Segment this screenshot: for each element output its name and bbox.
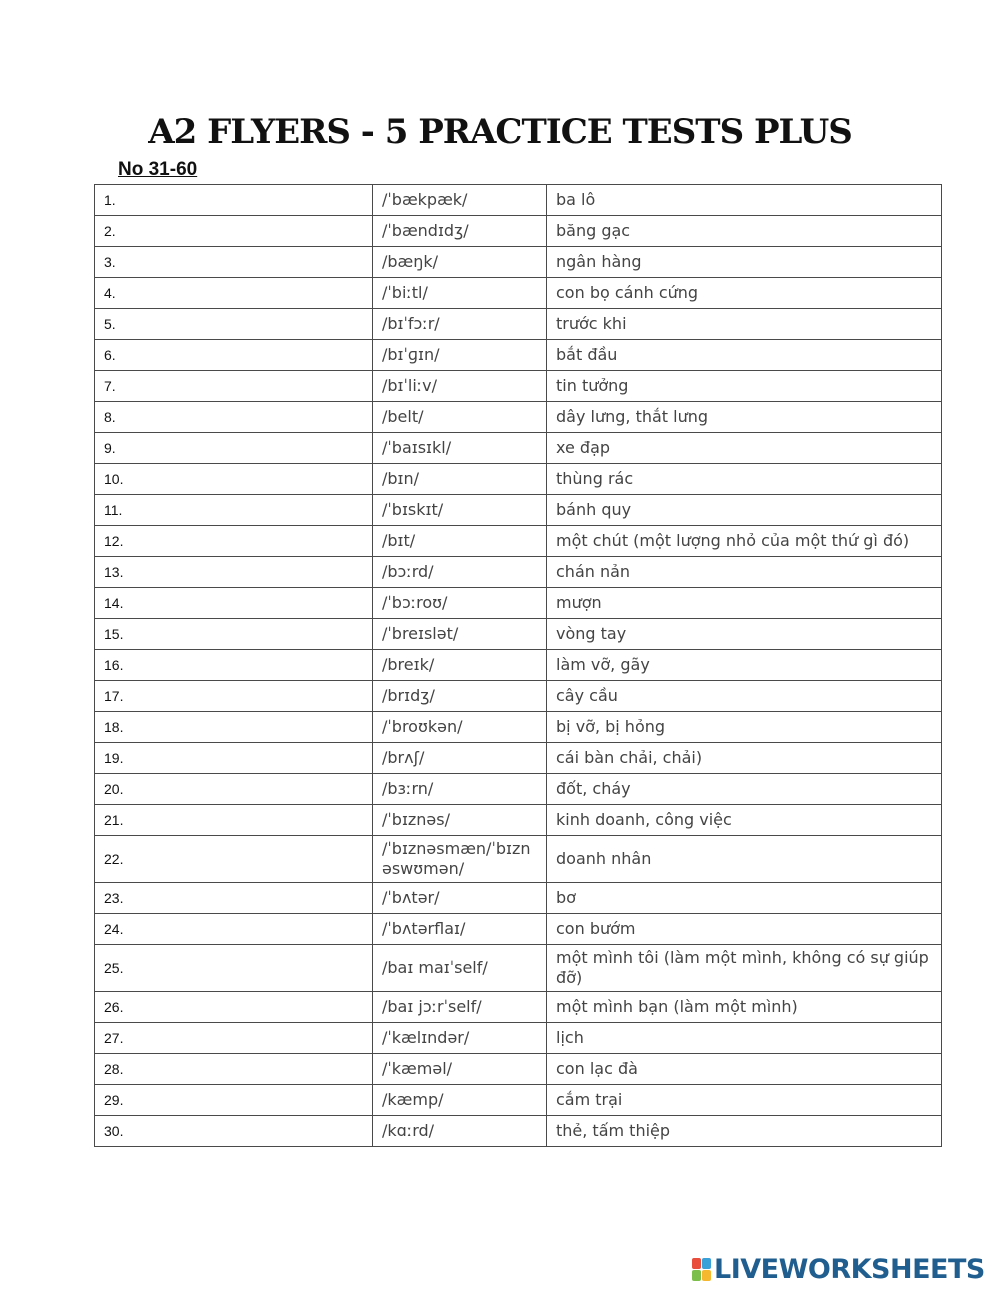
- row-meaning: cái bàn chải, chải): [547, 743, 942, 774]
- row-meaning: bị vỡ, bị hỏng: [547, 712, 942, 743]
- section-subtitle: No 31-60: [118, 159, 198, 180]
- row-number: 12.: [95, 526, 373, 557]
- row-pronunciation: /ˈbɔːroʊ/: [373, 588, 547, 619]
- row-pronunciation: /brɪdʒ/: [373, 681, 547, 712]
- row-number: 17.: [95, 681, 373, 712]
- row-meaning: một mình bạn (làm một mình): [547, 992, 942, 1023]
- row-meaning: tin tưởng: [547, 371, 942, 402]
- table-row: [95, 433, 942, 464]
- row-pronunciation: /ˈkæməl/: [373, 1054, 547, 1085]
- table-row: [95, 836, 942, 883]
- row-number: 28.: [95, 1054, 373, 1085]
- row-number: 27.: [95, 1023, 373, 1054]
- row-pronunciation: /bɪn/: [373, 464, 547, 495]
- table-row: [95, 216, 942, 247]
- row-meaning: làm vỡ, gãy: [547, 650, 942, 681]
- liveworksheets-logo-icon: [692, 1258, 711, 1281]
- table-row: [95, 774, 942, 805]
- row-meaning: bơ: [547, 883, 942, 914]
- table-row: [95, 1054, 942, 1085]
- row-pronunciation: /ˈbaɪsɪkl/: [373, 433, 547, 464]
- row-number: 11.: [95, 495, 373, 526]
- table-row: [95, 883, 942, 914]
- vocabulary-table: [94, 184, 942, 1147]
- row-pronunciation: /bɪˈɡɪn/: [373, 340, 547, 371]
- table-row: [95, 402, 942, 433]
- row-number: 19.: [95, 743, 373, 774]
- row-pronunciation: /kæmp/: [373, 1085, 547, 1116]
- row-number: 18.: [95, 712, 373, 743]
- row-meaning: con bọ cánh cứng: [547, 278, 942, 309]
- table-row: [95, 371, 942, 402]
- row-number: 16.: [95, 650, 373, 681]
- table-row: [95, 340, 942, 371]
- row-pronunciation: /bɪˈfɔːr/: [373, 309, 547, 340]
- table-row: [95, 588, 942, 619]
- row-number: 3.: [95, 247, 373, 278]
- logo-square-4: [702, 1270, 711, 1281]
- row-meaning: lịch: [547, 1023, 942, 1054]
- row-pronunciation: /ˈbiːtl/: [373, 278, 547, 309]
- row-pronunciation: /baɪ jɔːrˈself/: [373, 992, 547, 1023]
- row-number: 25.: [95, 945, 373, 992]
- brand-name: LIVEWORKSHEETS: [714, 1253, 985, 1285]
- row-meaning: xe đạp: [547, 433, 942, 464]
- row-number: 9.: [95, 433, 373, 464]
- row-pronunciation: /belt/: [373, 402, 547, 433]
- row-number: 8.: [95, 402, 373, 433]
- table-row: [95, 681, 942, 712]
- row-number: 7.: [95, 371, 373, 402]
- row-meaning: con lạc đà: [547, 1054, 942, 1085]
- row-pronunciation: /kɑːrd/: [373, 1116, 547, 1147]
- table-row: [95, 650, 942, 681]
- row-meaning: một mình tôi (làm một mình, không có sự giúp đỡ): [547, 945, 942, 992]
- row-meaning: đốt, cháy: [547, 774, 942, 805]
- row-number: 10.: [95, 464, 373, 495]
- row-meaning: thẻ, tấm thiệp: [547, 1116, 942, 1147]
- table-row: [95, 743, 942, 774]
- row-number: 21.: [95, 805, 373, 836]
- logo-square-2: [702, 1258, 711, 1269]
- table-row: [95, 309, 942, 340]
- row-pronunciation: /breɪk/: [373, 650, 547, 681]
- vocabulary-table-body: [95, 185, 942, 1147]
- table-row: [95, 1085, 942, 1116]
- row-number: 6.: [95, 340, 373, 371]
- row-meaning: chán nản: [547, 557, 942, 588]
- page-title: A2 FLYERS - 5 PRACTICE TESTS PLUS: [148, 112, 852, 152]
- row-meaning: con bướm: [547, 914, 942, 945]
- liveworksheets-brand: [692, 1254, 985, 1284]
- row-number: 2.: [95, 216, 373, 247]
- row-pronunciation: /ˈkælɪndər/: [373, 1023, 547, 1054]
- row-meaning: bắt đầu: [547, 340, 942, 371]
- row-number: 13.: [95, 557, 373, 588]
- table-row: [95, 557, 942, 588]
- table-row: [95, 278, 942, 309]
- row-pronunciation: /ˈbɪskɪt/: [373, 495, 547, 526]
- row-pronunciation: /ˈbʌtərflaɪ/: [373, 914, 547, 945]
- row-pronunciation: /ˈbʌtər/: [373, 883, 547, 914]
- table-row: [95, 247, 942, 278]
- table-row: [95, 805, 942, 836]
- row-meaning: một chút (một lượng nhỏ của một thứ gì đó): [547, 526, 942, 557]
- row-number: 24.: [95, 914, 373, 945]
- row-pronunciation: /ˈbreɪslət/: [373, 619, 547, 650]
- row-pronunciation: /ˈbækpæk/: [373, 185, 547, 216]
- row-pronunciation: /bɪt/: [373, 526, 547, 557]
- row-meaning: cắm trại: [547, 1085, 942, 1116]
- row-meaning: dây lưng, thắt lưng: [547, 402, 942, 433]
- table-row: [95, 712, 942, 743]
- row-number: 15.: [95, 619, 373, 650]
- table-row: [95, 1023, 942, 1054]
- table-row: [95, 464, 942, 495]
- row-pronunciation: /bɪˈliːv/: [373, 371, 547, 402]
- row-meaning: ba lô: [547, 185, 942, 216]
- table-row: [95, 1116, 942, 1147]
- logo-square-1: [692, 1258, 701, 1269]
- row-pronunciation: /bɜːrn/: [373, 774, 547, 805]
- logo-square-3: [692, 1270, 701, 1281]
- row-pronunciation: /ˈbroʊkən/: [373, 712, 547, 743]
- row-meaning: mượn: [547, 588, 942, 619]
- row-number: 4.: [95, 278, 373, 309]
- row-meaning: băng gạc: [547, 216, 942, 247]
- table-row: [95, 945, 942, 992]
- row-pronunciation: /brʌʃ/: [373, 743, 547, 774]
- row-meaning: kinh doanh, công việc: [547, 805, 942, 836]
- row-meaning: thùng rác: [547, 464, 942, 495]
- table-row: [95, 992, 942, 1023]
- table-row: [95, 914, 942, 945]
- row-meaning: bánh quy: [547, 495, 942, 526]
- row-pronunciation: /bæŋk/: [373, 247, 547, 278]
- row-meaning: vòng tay: [547, 619, 942, 650]
- row-number: 22.: [95, 836, 373, 883]
- row-pronunciation: /baɪ maɪˈself/: [373, 945, 547, 992]
- row-number: 29.: [95, 1085, 373, 1116]
- row-number: 23.: [95, 883, 373, 914]
- row-number: 1.: [95, 185, 373, 216]
- table-row: [95, 185, 942, 216]
- row-pronunciation: /ˈbɪznəsmæn/ˈbɪzn əswʊmən/: [373, 836, 547, 883]
- row-meaning: trước khi: [547, 309, 942, 340]
- row-number: 30.: [95, 1116, 373, 1147]
- row-number: 5.: [95, 309, 373, 340]
- row-meaning: cây cầu: [547, 681, 942, 712]
- table-row: [95, 495, 942, 526]
- table-row: [95, 526, 942, 557]
- row-pronunciation: /bɔːrd/: [373, 557, 547, 588]
- table-row: [95, 619, 942, 650]
- row-meaning: doanh nhân: [547, 836, 942, 883]
- row-number: 26.: [95, 992, 373, 1023]
- row-pronunciation: /ˈbændɪdʒ/: [373, 216, 547, 247]
- row-meaning: ngân hàng: [547, 247, 942, 278]
- row-pronunciation: /ˈbɪznəs/: [373, 805, 547, 836]
- row-number: 14.: [95, 588, 373, 619]
- row-number: 20.: [95, 774, 373, 805]
